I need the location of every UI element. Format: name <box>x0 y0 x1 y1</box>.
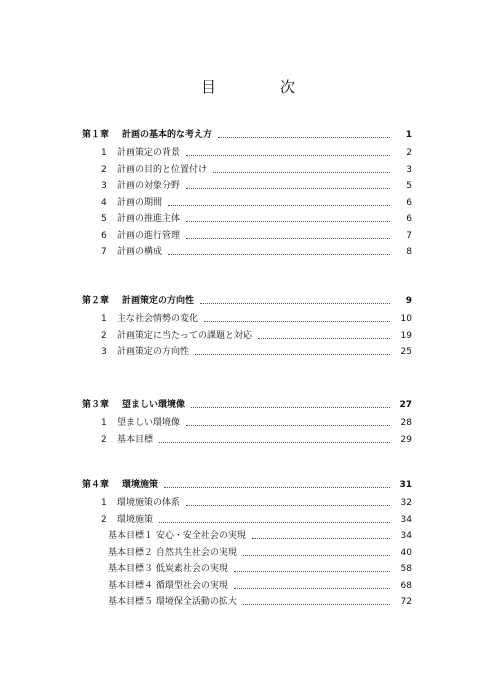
chapter-heading <box>0 477 494 493</box>
toc-entry-label: 基本目標３ 低炭素社会の実現 <box>108 564 228 574</box>
dot-leader <box>252 537 390 539</box>
toc-entry-label: 環境施策 <box>117 514 154 525</box>
toc-entry <box>0 211 494 227</box>
chapter-heading <box>0 127 494 143</box>
toc-entry-label: 望ましい環境像 <box>117 418 181 428</box>
title-char-2: 次 <box>280 78 296 96</box>
toc-entry <box>0 512 494 528</box>
toc-entry <box>0 578 494 594</box>
toc-entry-label: 計画の対象分野 <box>117 181 181 191</box>
dot-leader <box>213 171 390 173</box>
dot-leader <box>243 554 390 556</box>
toc-entry <box>0 162 494 178</box>
dot-leader <box>186 424 390 426</box>
toc-entry-number: 6 <box>101 230 107 241</box>
dot-leader <box>186 237 390 239</box>
toc-entry-page-number: 40 <box>400 547 412 558</box>
dot-leader <box>164 486 390 488</box>
toc-entry-label: 計画策定に当たっての課題と対応 <box>117 330 253 341</box>
dot-leader <box>200 302 390 304</box>
toc-entry <box>0 195 494 211</box>
dot-leader <box>243 603 390 605</box>
chapter-heading-label: 望ましい環境像 <box>122 400 186 410</box>
toc-entry-number: 2 <box>101 514 107 525</box>
chapter-heading-label: 計画の基本的な考え方 <box>122 130 213 140</box>
toc-entry-page-number: 8 <box>406 247 412 257</box>
toc-entry-page-number: 6 <box>406 197 412 208</box>
dot-leader <box>186 220 390 222</box>
dot-leader <box>168 204 390 206</box>
chapter-heading <box>0 397 494 413</box>
toc-entry-number: 1 <box>101 498 107 508</box>
dot-leader <box>159 441 390 443</box>
toc-entry <box>0 432 494 448</box>
dot-leader <box>218 136 390 138</box>
toc-entry-label: 計画策定の方向性 <box>117 347 190 357</box>
dot-leader <box>186 504 390 506</box>
toc-entry-number: 1 <box>101 418 107 428</box>
toc-entry-number: 3 <box>101 347 107 357</box>
toc-entry-label: 基本目標５ 環境保全活動の拡大 <box>108 597 237 607</box>
toc-entry-number: 3 <box>101 181 107 191</box>
toc-entry-label: 計画の進行管理 <box>117 230 181 241</box>
toc-entry-page-number: 6 <box>406 214 412 224</box>
toc-entry-number: 7 <box>101 247 107 257</box>
toc-entry-number: 1 <box>101 314 107 324</box>
toc-entry-page-number: 32 <box>400 498 412 508</box>
toc-entry-page-number: 29 <box>400 434 412 445</box>
toc-entry-page-number: 58 <box>400 564 412 574</box>
toc-entry <box>0 561 494 577</box>
toc-entry <box>0 311 494 327</box>
page-title <box>0 72 494 102</box>
chapter-heading-number: 第４章 <box>82 480 110 490</box>
chapter-heading-number: 第１章 <box>82 130 110 140</box>
toc-entry-page-number: 5 <box>406 181 412 191</box>
chapter-heading <box>0 293 494 309</box>
toc-entry <box>0 528 494 544</box>
dot-leader <box>234 570 390 572</box>
title-char-1: 目 <box>201 78 217 96</box>
chapter-heading-label: 計画策定の方向性 <box>122 296 195 306</box>
toc-entry-page-number: 72 <box>400 597 412 607</box>
toc-entry-label: 基本目標１ 安心・安全社会の実現 <box>108 531 246 541</box>
chapter-heading-page-number: 31 <box>399 480 412 490</box>
toc-entry <box>0 415 494 431</box>
dot-leader <box>204 320 390 322</box>
toc-entry-page-number: 19 <box>400 330 412 341</box>
toc-entry-number: 2 <box>101 164 107 175</box>
toc-entry-label: 基本目標２ 自然共生社会の実現 <box>108 547 237 558</box>
dot-leader <box>168 253 390 255</box>
dot-leader <box>195 353 390 355</box>
chapter-heading-page-number: 1 <box>405 130 412 140</box>
toc-entry-page-number: 68 <box>400 580 412 591</box>
chapter-heading-label: 環境施策 <box>122 480 159 490</box>
toc-entry-label: 基本目標４ 循環型社会の実現 <box>108 580 228 591</box>
dot-leader <box>234 587 390 589</box>
chapter-heading-number: 第３章 <box>82 400 110 410</box>
toc-entry <box>0 344 494 360</box>
toc-entry-number: 5 <box>101 214 107 224</box>
dot-leader <box>186 154 390 156</box>
toc-entry-page-number: 34 <box>400 531 412 541</box>
toc-entry-page-number: 10 <box>400 314 412 324</box>
toc-entry-label: 計画の推進主体 <box>117 214 181 224</box>
toc-entry <box>0 178 494 194</box>
toc-entry <box>0 244 494 260</box>
toc-entry-number: 2 <box>101 434 107 445</box>
toc-entry-label: 計画策定の背景 <box>117 148 181 158</box>
chapter-heading-page-number: 27 <box>399 400 412 410</box>
dot-leader <box>159 521 390 523</box>
toc-entry-label: 環境施策の体系 <box>117 498 181 508</box>
dot-leader <box>191 406 390 408</box>
toc-entry-label: 基本目標 <box>117 434 154 445</box>
toc-entry-page-number: 25 <box>400 347 412 357</box>
toc-entry-number: 4 <box>101 197 107 208</box>
toc-entry <box>0 228 494 244</box>
toc-entry-page-number: 28 <box>400 418 412 428</box>
chapter-heading-number: 第２章 <box>82 296 110 306</box>
toc-entry-label: 計画の構成 <box>117 247 163 257</box>
dot-leader <box>186 187 390 189</box>
toc-entry <box>0 328 494 344</box>
toc-entry <box>0 594 494 610</box>
toc-entry-page-number: 7 <box>406 230 412 241</box>
toc-entry-label: 計画の期間 <box>117 197 163 208</box>
toc-entry <box>0 545 494 561</box>
toc-entry-page-number: 34 <box>400 514 412 525</box>
toc-entry <box>0 145 494 161</box>
toc-entry <box>0 495 494 511</box>
chapter-heading-page-number: 9 <box>405 296 412 306</box>
toc-entry-page-number: 3 <box>406 164 412 175</box>
toc-entry-label: 主な社会情勢の変化 <box>117 314 199 324</box>
toc-entry-number: 2 <box>101 330 107 341</box>
toc-entry-number: 1 <box>101 148 107 158</box>
toc-entry-label: 計画の目的と位置付け <box>117 164 208 175</box>
toc-entry-page-number: 2 <box>406 148 412 158</box>
dot-leader <box>258 337 390 339</box>
